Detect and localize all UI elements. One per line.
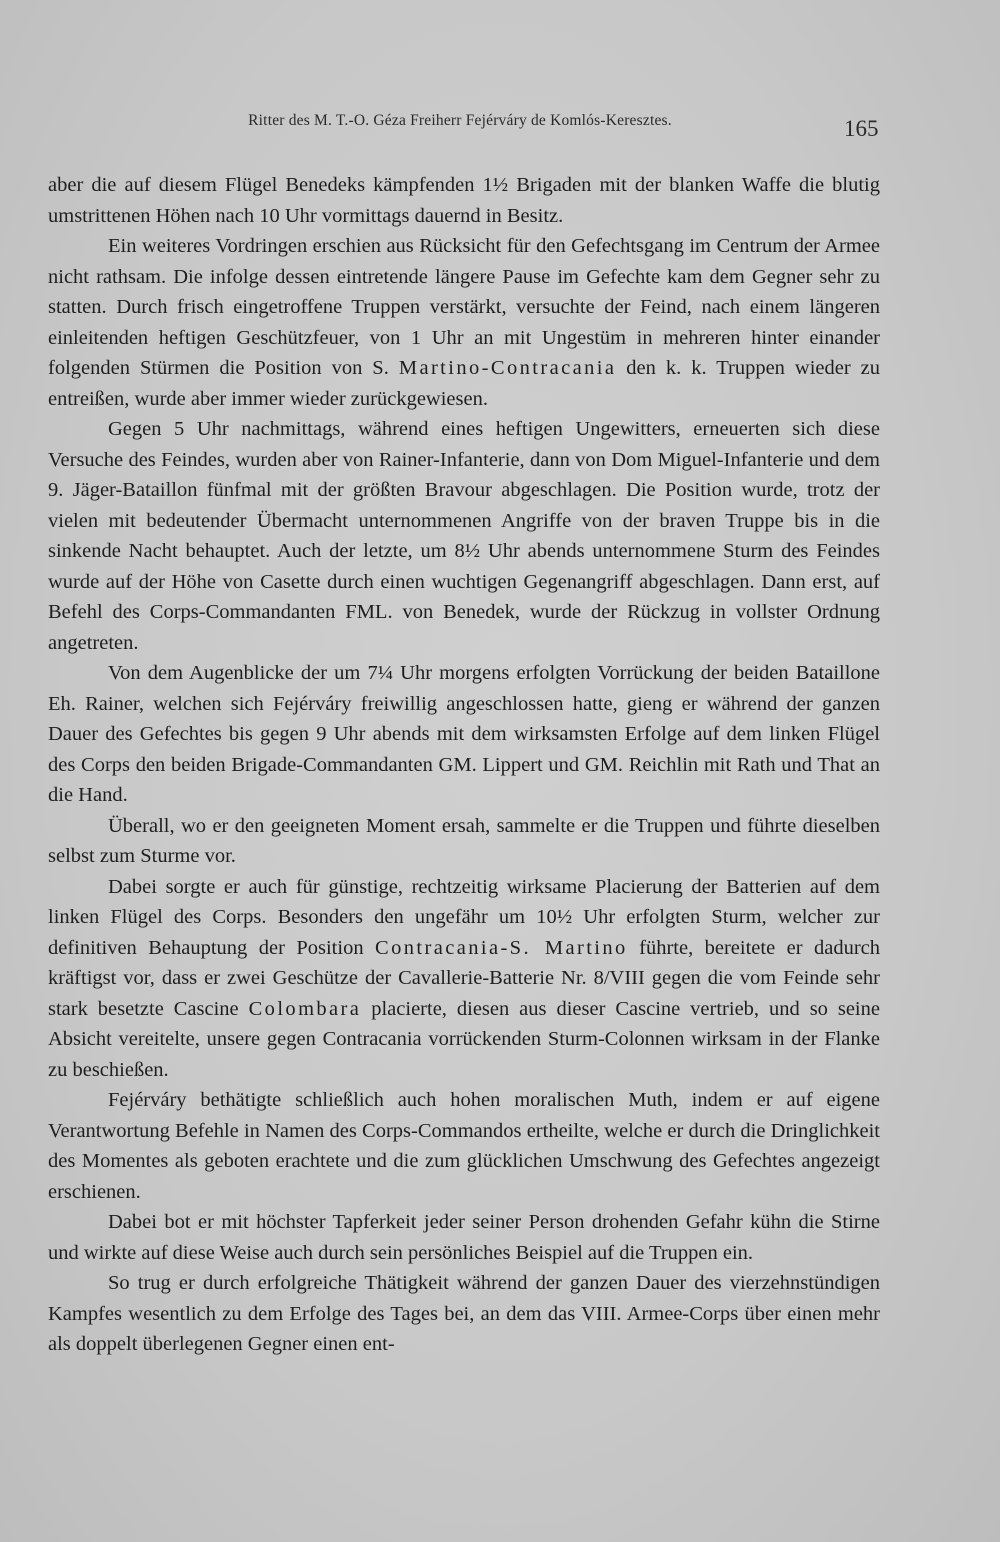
paragraph-2 <box>48 231 880 414</box>
paragraph-5 <box>48 811 880 872</box>
paragraph-text: führte, bereitete er dadurch kräftigst vor, dass er zwei Geschütze der Cavallerie-Batterie Nr. 8/VIII gegen die vom Feinde sehr stark besetzte Cascine <box>48 936 881 1020</box>
paragraph-4 <box>48 658 880 811</box>
paragraph-text: Von dem Augenblicke der um 7¼ Uhr morgens erfolgten Vorrückung der beiden Bataillone Eh. Rainer, welchen sich Fejérváry freiwillig angeschlossen hatte, gieng er während der ganzen Dauer des Gefechtes bis gegen 9 Uhr abends mit dem wirksamsten Erfolge auf dem linken Flügel des Corps den beiden Brigade-Commandanten GM. Lippert und GM. Reichlin mit Rath und That an die Hand. <box>48 662 880 806</box>
page-number: 165 <box>844 116 879 141</box>
paragraph-text: Gegen 5 Uhr nachmittags, während eines heftigen Ungewitters, erneuerten sich diese Versuche des Feindes, wurden aber von Rainer-Infanterie, dann von Dom Miguel-Infanterie und dem 9. Jäger-Bataillon fünfmal mit der größten Bravour abgeschlagen. Die Position wurde, trotz der vielen mit bedeutender Übermacht unternommenen Angriffe von der braven Truppe bis in die sinkende Nacht behauptet. Auch der letzte, um 8½ Uhr abends unternommene Sturm des Feindes wurde auf der Höhe von Casette durch einen wuchtigen Gegenangriff abgeschlagen. Dann erst, auf Befehl des Corps-Commandanten FML. von Benedek, wurde der Rückzug in vollster Ordnung angetreten. <box>48 418 880 654</box>
paragraph-text: So trug er durch erfolgreiche Thätigkeit während der ganzen Dauer des vierzehnstündigen Kampfes wesentlich zu dem Erfolge des Tages bei, an dem das VIII. Armee-Corps über einen mehr als doppelt überlegenen Gegner einen ent- <box>48 1272 880 1355</box>
place-name-spaced: Colombara <box>248 997 362 1020</box>
body-text <box>48 170 880 1360</box>
paragraph-text: aber die auf diesem Flügel Benedeks kämpfenden 1½ Brigaden mit der blanken Waffe die blutig umstrittenen Höhen nach 10 Uhr vormittags dauernd in Besitz. <box>48 174 880 227</box>
paragraph-text: Dabei sorgte er auch für günstige, rechtzeitig wirksame Placierung der Batterien auf dem linken Flügel des Corps. Besonders den ungefähr um 10½ Uhr erfolgten Sturm, welcher zur definitiven Behauptung der Position <box>48 875 880 959</box>
paragraph-text: Überall, wo er den geeigneten Moment ersah, sammelte er die Truppen und führte dieselben selbst zum Sturme vor. <box>48 814 880 867</box>
paragraph-text: Fejérváry bethätigte schließlich auch hohen moralischen Muth, indem er auf eigene Verantwortung Befehle in Namen des Corps-Commandos ertheilte, welche er durch die Dringlichkeit des Momentes als geboten erachtete und die zum glücklichen Umschwung des Gefechtes angezeigt erschienen. <box>48 1089 880 1203</box>
paragraph-text: placierte, diesen aus dieser Cascine vertrieb, und so seine Absicht vereitelte, unsere gegen Contracania vorrückenden Sturm-Colonnen wirksam in der Flanke zu beschießen. <box>48 997 880 1081</box>
paragraph-1 <box>48 170 880 231</box>
paragraph-7 <box>48 1085 880 1207</box>
paragraph-9 <box>48 1268 880 1360</box>
paragraph-8 <box>48 1207 880 1268</box>
running-head: Ritter des M. T.-O. Géza Freiherr Fejérváry de Komlós-Keresztes. <box>248 112 672 129</box>
paragraph-text: Ein weiteres Vordringen erschien aus Rücksicht für den Gefechtsgang im Centrum der Armee nicht rathsam. Die infolge dessen eintretende längere Pause im Gefechte kam dem Gegner sehr zu statten. Durch frisch eingetroffene Truppen verstärkt, versuchte der Feind, nach einem längeren einleitenden heftigen Geschützfeuer, von 1 Uhr an mit Ungestüm in mehreren hinter einander folgenden Stürmen die Position von S. <box>48 235 880 379</box>
paragraph-6 <box>48 872 880 1086</box>
place-name-spaced: Martino-Contracania <box>398 357 617 379</box>
paragraph-text: den k. k. Truppen wieder zu entreißen, wurde aber immer wieder zurückgewiesen. <box>48 357 880 410</box>
paragraph-3 <box>48 414 880 658</box>
paragraph-text: Dabei bot er mit höchster Tapferkeit jeder seiner Person drohenden Gefahr kühn die Stirne und wirkte auf diese Weise auch durch sein persönliches Beispiel auf die Truppen ein. <box>48 1211 880 1264</box>
place-name-spaced: Contracania-S. Martino <box>375 936 628 959</box>
